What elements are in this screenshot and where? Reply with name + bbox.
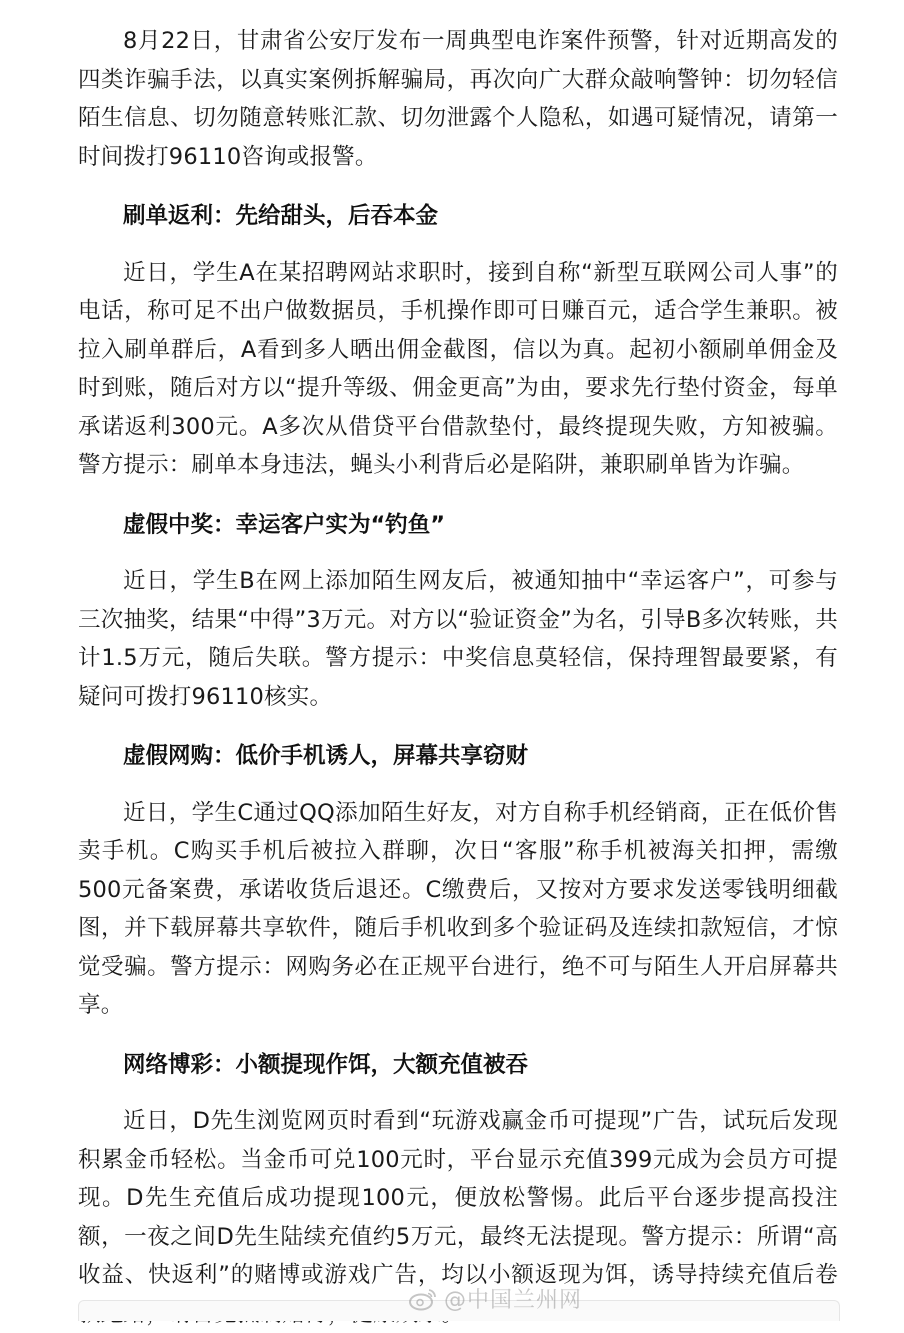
section-heading-online-gambling: 网络博彩：小额提现作饵，大额充值被吞 [123,1051,529,1078]
intro-paragraph: 8月22日，甘肃省公安厅发布一周典型电诈案件预警，针对近期高发的四类诈骗手法，以真实案例拆解骗局，再次向广大群众敲响警钟：切勿轻信陌生信息、切勿随意转账汇款、切勿泄露个人隐私，如遇可疑情况，请第一时间拨打96110咨询或报警。 [78,28,838,170]
section-heading-brush-order: 刷单返利：先给甜头，后吞本金 [123,203,439,229]
section-body-online-gambling: 近日，D先生浏览网页时看到“玩游戏赢金币可提现”广告，试玩后发现积累金币轻松。当金币可兑100元时，平台显示充值399元成为会员方可提现。D先生充值后成功提现100元，便放松警惕。此后平台逐步提高投注额，一夜之间D先生陆续充值约5万元，最终无法提现。警方提示：所谓“高收益、快返利”的赌博或游戏广告，均以小额返现为饵，诱导持续充值后卷 [78,1108,838,1288]
section-body-fake-prize: 近日，学生B在网上添加陌生网友后，被通知抽中“幸运客户”，可参与三次抽奖，结果“中得”3万元。对方以“验证资金”为名，引导B多次转账，共计1.5万元，随后失联。警方提示：中奖信息莫轻信，保持理智最要紧，有疑问可拨打96110核实。 [78,568,838,710]
watermark-text: @中国兰州网 [444,1288,583,1313]
weibo-watermark [408,1283,582,1314]
section-body-brush-order: 近日，学生A在某招聘网站求职时，接到自称“新型互联网公司人事”的电话，称可足不出户做数据员，手机操作即可日赚百元，适合学生兼职。被拉入刷单群后，A看到多人晒出佣金截图，信以为真。起初小额刷单佣金及时到账，随后对方以“提升等级、佣金更高”为由，要求先行垫付资金，每单承诺返利300元。A多次从借贷平台借款垫付，最终提现失败，方知被骗。警方提示：刷单本身违法，蝇头小利背后必是陷阱，兼职刷单皆为诈骗。 [78,259,838,478]
section-body-fake-shopping: 近日，学生C通过QQ添加陌生好友，对方自称手机经销商，正在低价售卖手机。C购买手机后被拉入群聊，次日“客服”称手机被海关扣押，需缴500元备案费，承诺收货后退还。C缴费后，又按对方要求发送零钱明细截图，并下载屏幕共享软件，随后手机收到多个验证码及连续扣款短信，才惊觉受骗。警方提示：网购务必在正规平台进行，绝不可与陌生人开启屏幕共享。 [78,799,838,1018]
weibo-logo-icon [408,1287,438,1311]
section-heading-fake-shopping: 虚假网购：低价手机诱人，屏幕共享窃财 [123,743,529,769]
article-body [78,22,838,1333]
section-heading-fake-prize: 虚假中奖：幸运客户实为“钓鱼” [123,511,446,538]
